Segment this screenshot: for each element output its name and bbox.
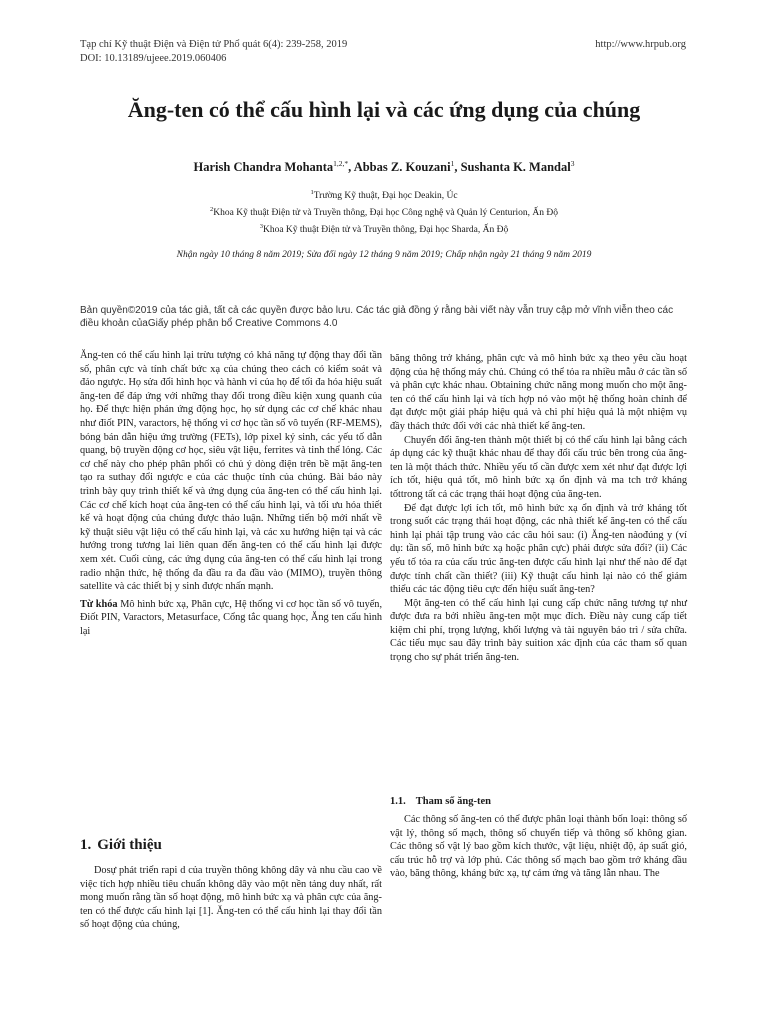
journal-citation: Tạp chí Kỹ thuật Điện và Điện tử Phổ quát 6(4): 239-258, 2019 xyxy=(80,39,348,50)
doi: DOI: 10.13189/ujeee.2019.060406 xyxy=(80,53,227,64)
author-name: Sushanta K. Mandal xyxy=(460,160,571,175)
keywords xyxy=(80,598,382,639)
body-paragraph: băng thông trở kháng, phân cực và mô hình bức xạ theo yêu cầu hoạt động của hệ thống máy chủ. Chúng có thể tỏa ra nhiều mẫu ở các tần số và phân cực khác nhau. Obtaining chức năng mong muốn cho một ăng-ten có thể cấu hình lại và tích hợp nó vào một hệ thống hoàn chỉnh để đạt được một giải pháp hiệu quả và chi phí hiệu quả là một nhiệm vụ đầy thách thức đối với các nhà thiết kế ăng-ten. xyxy=(390,353,687,432)
paper-title: Ăng-ten có thể cấu hình lại và các ứng dụng của chúng xyxy=(127,97,641,122)
introduction-paragraph: Dosự phát triển rapi d của truyền thông không dây và nhu cầu cao về việc tích hợp nhiều tiêu chuẩn không dây vào một nền tảng duy nhất, rất mong muốn rằng tần số hoạt động, mô hình bức xạ và phân cực của ăng-ten có thể được cấu hình lại [1]. Ăng-ten có thể cấu hình lại thay đổi tần số hoạt động của chúng, xyxy=(80,865,382,931)
author-affil-mark: 3 xyxy=(570,159,575,168)
running-header xyxy=(80,38,686,66)
abstract-column xyxy=(80,349,382,638)
abstract-text: Ăng-ten có thể cấu hình lại trừu tượng có khả năng tự động thay đổi tần số, phân cực và tính chất bức xạ của chúng theo cách có kiểm soát và đảo ngược. Họ sửa đổi hình học và hành vi của họ để tối đa hóa hiệu suất ăng-ten để đáp ứng với những thay đổi trong điều kiện xung quanh của họ. Để thực hiện phản ứng động học, họ sử dụng các cơ chế khác nhau như điốt PIN, varactors, hệ thống vi cơ học tần số vô tuyến (RF-MEMS), bóng bán dẫn hiệu ứng trường (FETs), lớp pixel ký sinh, các yếu tố dẫn quang, bộ truyền động cơ học, siêu vật liệu, ferrites và tinh thể lỏng. Các cơ chế này cho phép phân phối có chủ ý dòng điện trên bề mặt ăng-ten tạo ra suthay đổi ngược e của các thuộc tính của chúng. Bài báo này trình bày quy trình thiết kế và ứng dụng của ăng-ten có thể cấu hình lại. Các cơ chế kích hoạt của ăng-ten có thể cấu hình lại, và tối ưu hóa thiết kế và hoạt động của chúng được thảo luận. Những tiến bộ mới nhất về kỹ thuật siêu vật liệu có thể cấu hình lại, và các xu hướng hiện tại và các hướng trong tương lai liên quan đến ăng-ten có thể cấu hình lại được xem xét. Cuối cùng, các ứng dụng của ăng-ten có thể cấu hình lại trong radio nhận thức, hệ thống đa đầu ra đa đầu vào (MIMO), truyền thông satellite và các thiết bị y sinh được nhấn mạnh. xyxy=(80,350,382,593)
copyright-notice: Bản quyền©2019 của tác giả, tất cả các quyền được bảo lưu. Các tác giả đồng ý rằng bài viết này vẫn truy cập mở vĩnh viễn theo các điều khoản củaGiấy phép phân bổ Creative Commons 4.0 xyxy=(80,305,674,329)
subsection-heading-antenna-parameters: 1.1. Tham số ăng-ten xyxy=(390,796,492,807)
author-affil-mark: 1 xyxy=(450,159,455,168)
affiliations xyxy=(60,186,708,237)
subsection-paragraph: Các thông số ăng-ten có thể được phân loại thành bốn loại: thông số vật lý, thông số mạch, thông số chuyển tiếp và thông số không gian. Các thông số vật lý bao gồm kích thước, vật liệu, nhiệt độ, áp suất gió, cấu trúc hỗ trợ và lớp phủ. Các thông số mạch bao gồm trở kháng đầu vào, băng thông, kháng bức xạ, tự cảm ứng và tăng lẫn nhau. The xyxy=(390,814,687,880)
body-paragraph: Một ăng-ten có thể cấu hình lại cung cấp chức năng tương tự như được đưa ra bởi nhiều ăng-ten một mục đích. Điều này cung cấp tiết kiệm chi phí, trọng lượng, khối lượng và tài nguyên bảo trì / sửa chữa. Các tiểu mục sau đây trình bày suition xác định của các tham số quan trọng cho sự phát triển ăng-ten. xyxy=(390,597,687,664)
right-column-body xyxy=(390,352,687,665)
author-list: Harish Chandra Mohanta$^{1,2,*}$, Abbas Z. Kouzani$^1$, Sushanta K. Mandal$^3$ xyxy=(193,159,575,175)
author-name: Abbas Z. Kouzani xyxy=(353,160,451,175)
section-heading-introduction: 1. Giới thiệu xyxy=(80,837,162,853)
author-affil-mark: 1,2,* xyxy=(333,159,349,168)
received-dates: Nhận ngày 10 tháng 8 năm 2019; Sửa đổi ngày 12 tháng 9 năm 2019; Chấp nhận ngày 21 tháng 9 năm 2019 xyxy=(176,250,592,260)
body-paragraph: Để đạt được lợi ích tốt, mô hình bức xạ ổn định và trở kháng tốt trong suốt các trạng thái hoạt động, các nhà thiết kế ăng-ten có thể cấu hình lại phải tập trung vào các câu hỏi sau: (i) Ăng-ten nàođúng y (ví dụ: tần số, mô hình bức xạ hoặc phân cực) phải được sửa đổi? (ii) Các yếu tố tỏa ra của cấu trúc ăng-ten được cấu hình lại như thế nào để đạt được tính chất cần thiết? (iii) Kỹ thuật cấu hình lại nào có thể giảm thiểu các tác động tiêu cực đến hiệu suất ăng-ten? xyxy=(390,502,687,596)
keywords-text: Mô hình bức xạ, Phân cực, Hệ thống vi cơ học tần số vô tuyến, Điốt PIN, Varactors, Metasurface, Cổng tắc quang học, Ăng ten cấu hình lại xyxy=(80,598,383,637)
affiliation: $^1$Trường Kỹ thuật, Đại học Deakin, Úc xyxy=(310,189,458,202)
author-name: Harish Chandra Mohanta xyxy=(193,160,334,175)
body-paragraph: Chuyển đổi ăng-ten thành một thiết bị có thể cấu hình lại bằng cách áp dụng các kỹ thuật khác nhau để thay đổi cấu trúc bên trong của ăng-ten là một thách thức. Nhiều yếu tố cần được xem xét như đạt được lợi ích tốt, hiệu quả tốt, mô hình bức xạ ổn định và ma tch trở kháng tốttrong tất cả các trạng thái hoạt động của ăng-ten. xyxy=(390,434,687,500)
affiliation: $^3$Khoa Kỹ thuật Điện tử và Truyền thông, Đại học Sharda, Ấn Độ xyxy=(259,223,509,236)
affiliation: $^2$Khoa Kỹ thuật Điện tử và Truyền thông, Đại học Công nghệ và Quản lý Centurion, Ấn Độ xyxy=(210,206,558,219)
journal-url[interactable]: http://www.hrpub.org xyxy=(595,39,686,50)
subsection-body xyxy=(390,813,687,881)
keywords-label: Từ khóa xyxy=(80,598,118,610)
introduction-column xyxy=(80,864,382,932)
